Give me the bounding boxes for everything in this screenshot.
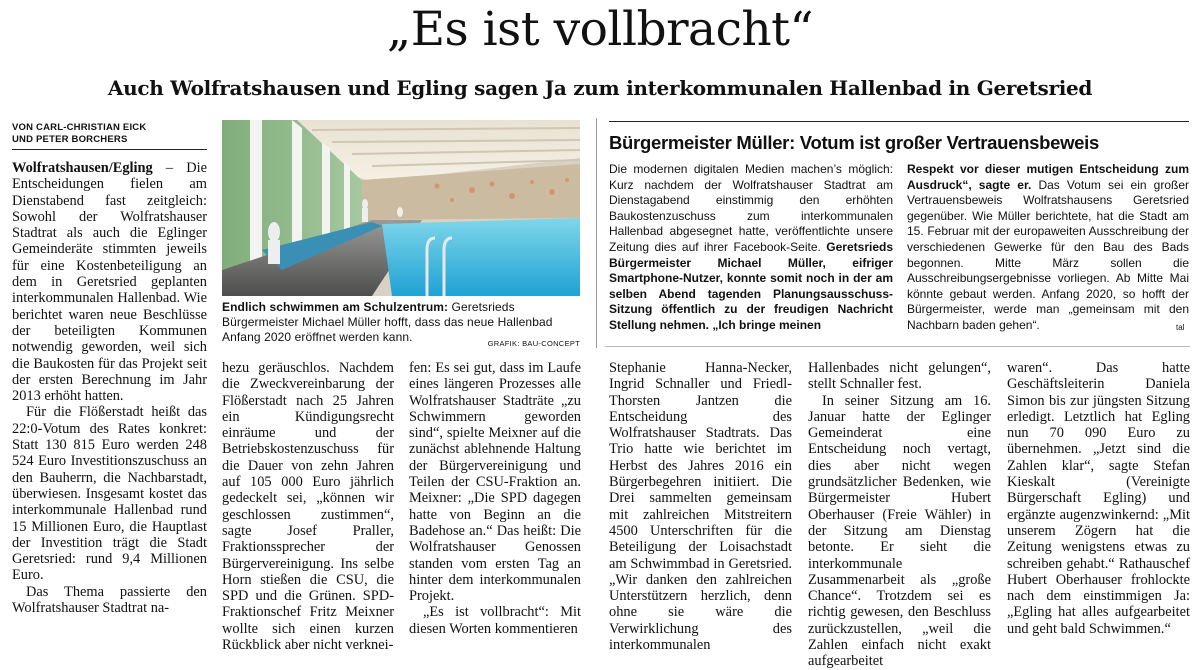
paragraph: Wolfratshausen/Egling – Die Entscheidungen fielen am Dienstabend fast zeitgleich: Sowohl der Wolfratshauser Stadtrat als auch die Eglinger Gemeinderäte stimmten jeweils für eine Kostenbeteiligung an dem in Geretsried geplanten interkommunalen Hallenbad. Wie berichtet waren neue Beschlüsse der beteiligten Kommunen notwendig geworden, weil sich die Baukosten für das Projekt seit der ersten Berechnung im Jahr 2013 erhöht hatten.: [12, 160, 207, 405]
paragraph: waren“. Das hatte Geschäftsleiterin Daniela Simon bis zur jüngsten Sitzung erledigt. Letztlich hat Egling nun 70 090 Euro zu übernehmen. „Jetzt sind die Zahlen klar“, sagte Stefan Kieskalt (Vereinigte Bürgerschaft Egling) und ergänzte augenzwinkernd: „Mit unserem Zögern hat die Zeitung wenigstens etwas zu schreiben gehabt.“ Rathauschef Hubert Oberhauser frohlockte nach dem einstimmigen Ja: „Egling hat alles aufgearbeitet und geht bald Schwimmen.“: [1007, 360, 1190, 637]
paragraph: In seiner Sitzung am 16. Januar hatte der Eglinger Gemeinderat eine Entscheidung noch vertagt, dies aber nicht wegen grundsätzlicher Bedenken, wie Bürgermeister Hubert Oberhauser (Freie Wähler) in der Sitzung am Dienstag betonte. Er sieht die interkommunale Zusammenarbeit als „große Chance“. Trotzdem sei es richtig gewesen, den Beschluss zurückzustellen, „weil die Zahlen einfach nicht exakt aufgearbeitet: [808, 392, 991, 670]
article-column-1: [12, 160, 207, 632]
sidebar-column-1: Die modernen digitalen Medien machen’s möglich: Kurz nachdem der Wolfratshauser Stadtrat am Dienstagabend einstimmig den erhöhten Baukostenzuschuss zum interkommunalen Hallenbad abgesegnet hatte, veröffentlichte unsere Zeitung dies auf ihrer Facebook-Seite. Geretsrieds Bürgermeister Michael Müller, eifriger Smartphone-Nutzer, konnte somit noch in der am selben Abend tagenden Planungsausschuss-Sitzung öffentlich zu der freudigen Nachricht Stellung nehmen. „Ich bringe meinen: [609, 162, 893, 332]
paragraph: Stephanie Hanna-Necker, Ingrid Schnaller und Friedl-Thorsten Jantzen die Entscheidung des Wolfratshauser Stadtrats. Das Trio hatte wie berichtet im Herbst des Jahres 2016 ein Bürgerbegehren initiiert. Die Drei sammelten gemeinsam mit zahlreichen Mitstreitern 4500 Unterschriften für die Beteiligung der Loisachstadt am Schwimmbad in Geretsried. „Wir danken den zahlreichen Unterstützern herzlich, denn ohne sie wäre die Verwirklichung des interkommunalen: [609, 360, 792, 654]
pool-rendering-image: [222, 120, 580, 296]
article-column-4: [609, 360, 792, 654]
byline-author-2: UND PETER BORCHERS: [12, 134, 128, 145]
article-column-3: [409, 360, 581, 637]
sidebar-title: Bürgermeister Müller: Votum ist großer Vertrauensbeweis: [609, 132, 1099, 153]
sidebar-column-2: Respekt vor dieser mutigen Entscheidung zum Ausdruck“, sagte er. Das Votum sei ein großer Vertrauensbeweis Wolfratshausens Geretsried gegenüber. Wie Müller berichtete, hat die Stadt am 15. Februar mit der europaweiten Ausschreibung der verschiedenen Gewerke für den Bau des Bads begonnen. Mitte März sollen die Ausschreibungsergebnisse vorliegen. Ab Mitte Mai könnte gebaut werden. Anfang 2020, so hofft der Bürgermeister, werde man „gemeinsam mit den Nachbarn baden gehen“.: [907, 162, 1190, 332]
subheadline: Auch Wolfratshausen und Egling sagen Ja zum interkommunalen Hallenbad in Geretsried: [107, 76, 1093, 100]
box-bottom-rule: [605, 346, 1190, 347]
paragraph: Hallenbades nicht gelungen“, stellt Schnaller fest.: [808, 360, 991, 393]
dateline: Wolfratshausen/Egling: [12, 160, 153, 176]
box-top-rule: [609, 121, 1189, 122]
article-column-2: [222, 360, 394, 654]
article-column-5: [808, 360, 991, 670]
caption-lead: Endlich schwimmen am Schulzentrum:: [222, 300, 449, 314]
byline-author-1: VON CARL-CHRISTIAN EICK: [12, 122, 147, 133]
author-initials: tal: [1176, 323, 1185, 332]
byline: [12, 122, 207, 150]
paragraph: hezu geräuschlos. Nachdem die Zweckvereinbarung der Flößerstadt nach 25 Jahren ein Kündigungsrecht einräume und der Betriebskostenzuschuss für die Dauer von zehn Jahren auf 105 000 Euro jährlich gedeckelt sei, „können wir geschlossen zustimmen“, sagte Josef Praller, Fraktionssprecher der Bürgervereinigung. Ins selbe Horn stießen die CSU, die SPD und die Grünen. SPD-Fraktionschef Fritz Meixner wollte sich einen kurzen Rückblick aber nicht verknei-: [222, 360, 394, 654]
article-column-6: [1007, 360, 1190, 637]
paragraph: Das Thema passierte den Wolfratshauser Stadtrat na-: [12, 583, 207, 617]
paragraph: fen: Es sei gut, dass im Laufe eines längeren Prozesses alle Wolfratshauser Stadträte „zu Schwimmern geworden sind“, spielte Meixner auf die zunächst ablehnende Haltung der Bürgervereinigung und Teilen der CSU-Fraktion an. Meixner: „Die SPD dagegen hatte von Beginn an die Badehose an.“ Das heißt: Die Wolfratshauser Genossen standen vom ersten Tag an hinter dem interkommunalen Projekt.: [409, 360, 581, 605]
paragraph: „Es ist vollbracht“: Mit diesen Worten kommentieren: [409, 604, 581, 637]
paragraph: Für die Flößerstadt heißt das 22:0-Votum des Rates konkret: Statt 130 815 Euro werden 248 524 Euro Investitionszuschuss an den Bauherrn, die Nachbarstadt, überwiesen. Insgesamt kostet das interkommunale Hallenbad rund 15 Millionen Euro, die Hauptlast der Investition trägt die Stadt Geretsried: rund 9,4 Millionen Euro.: [12, 404, 207, 584]
headline: „Es ist vollbracht“: [386, 2, 814, 57]
photo-caption: Endlich schwimmen am Schulzentrum: Geretsrieds Bürgermeister Michael Müller hofft, dass das neue Hallenbad Anfang 2020 eröffnet werden kann.: [222, 300, 553, 344]
column-divider: [596, 118, 597, 348]
photo-credit: GRAFIK: BAU-CONCEPT: [487, 339, 580, 348]
